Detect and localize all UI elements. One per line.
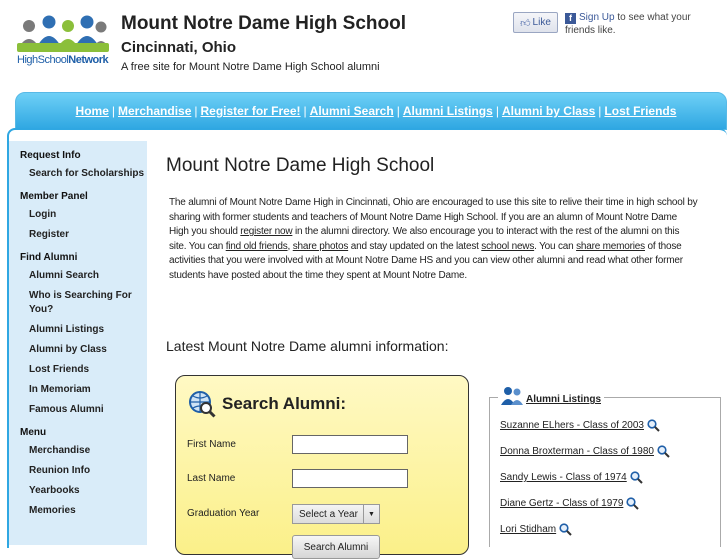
nav-separator: | (194, 104, 198, 118)
sidebar-request-info (9, 150, 147, 181)
graduation-year-value: Select a Year (299, 508, 358, 520)
listing-name: Sandy Lewis - Class of 1974 (500, 472, 627, 483)
sidebar-item-alumni-search[interactable]: Alumni Search (29, 270, 100, 281)
nav-separator: | (598, 104, 602, 118)
nav-separator: | (111, 104, 116, 118)
facebook-icon: f (565, 13, 576, 24)
nav-separator: | (495, 104, 499, 118)
globe-search-icon (188, 390, 216, 418)
sidebar-item-lost-friends[interactable]: Lost Friends (29, 364, 90, 375)
sidebar-heading: Request Info (20, 150, 81, 161)
sidebar-heading: Find Alumni (20, 252, 78, 263)
sidebar-item-scholarships[interactable]: Search for Scholarships (29, 168, 145, 179)
sidebar-item-merchandise[interactable]: Merchandise (29, 445, 91, 456)
listing-name: Lori Stidham (500, 524, 557, 535)
facebook-signup-text (565, 11, 705, 37)
intro-text: and stay updated on the latest (348, 240, 482, 252)
magnifier-icon (657, 445, 670, 458)
sidebar-item-yearbooks[interactable]: Yearbooks (29, 485, 80, 496)
school-tagline: A free site for Mount Notre Dame High School alumni (121, 61, 380, 73)
facebook-signup-rest: to see what your friends like. (565, 12, 691, 36)
nav-lost-friends[interactable]: Lost Friends (604, 104, 677, 118)
facebook-like-button[interactable] (513, 12, 558, 33)
nav-separator: | (396, 104, 400, 118)
thumbs-up-icon: 👍︎ (520, 17, 531, 29)
sidebar-menu (9, 427, 147, 518)
nav-alumni-listings[interactable]: Alumni Listings (402, 104, 493, 118)
first-name-label: First Name (187, 439, 236, 450)
listing-item[interactable] (500, 497, 639, 510)
main-content (147, 141, 727, 553)
nav-register[interactable]: Register for Free! (200, 104, 301, 118)
school-title: Mount Notre Dame High School (121, 13, 406, 34)
share-photos-link[interactable]: share photos (292, 240, 349, 252)
register-now-link[interactable]: register now (240, 226, 293, 237)
nav-separator: | (303, 104, 307, 118)
search-header (188, 390, 346, 418)
listing-item[interactable] (500, 471, 643, 484)
sidebar-heading: Member Panel (20, 191, 88, 202)
sidebar-item-reunion-info[interactable]: Reunion Info (29, 465, 91, 476)
alumni-listings-heading: Alumni Listings (526, 394, 601, 405)
main-nav (15, 92, 727, 130)
people-icon (500, 384, 524, 406)
listing-name: Diane Gertz - Class of 1979 (500, 498, 624, 509)
sidebar-heading: Menu (20, 427, 47, 438)
sidebar-find-alumni (9, 252, 147, 417)
intro-text: . You can (534, 240, 577, 252)
page-title: Mount Notre Dame High School (166, 155, 435, 176)
magnifier-icon (626, 497, 639, 510)
people-logo-icon (17, 13, 109, 53)
magnifier-icon (559, 523, 572, 536)
sidebar-item-alumni-listings[interactable]: Alumni Listings (29, 324, 104, 335)
share-memories-link[interactable]: share memories (576, 240, 645, 252)
listing-item[interactable] (500, 445, 670, 458)
magnifier-icon (630, 471, 643, 484)
first-name-input[interactable] (292, 435, 408, 454)
nav-alumni-by-class[interactable]: Alumni by Class (501, 104, 596, 118)
sidebar-item-register[interactable]: Register (29, 229, 70, 240)
latest-info-heading: Latest Mount Notre Dame alumni information: (166, 338, 449, 354)
sidebar-member-panel (9, 191, 147, 242)
sidebar-item-login[interactable]: Login (29, 209, 57, 220)
last-name-input[interactable] (292, 469, 408, 488)
nav-merchandise[interactable]: Merchandise (118, 104, 192, 118)
sidebar-item-alumni-by-class[interactable]: Alumni by Class (29, 344, 107, 355)
search-alumni-button[interactable]: Search Alumni (292, 535, 380, 559)
listing-item[interactable] (500, 419, 660, 432)
school-news-link[interactable]: school news (481, 240, 535, 252)
intro-text: The alumni of Mount Notre Dame High in Cincinnati, Ohio are encouraged to use this site to relive their time in high school by sharing with former students and teachers of Mount Notre Dame High School. If you are an alumn of Mount Notre Dame High you should (169, 197, 698, 237)
alumni-listings-panel (489, 394, 721, 547)
listing-item[interactable] (500, 523, 572, 536)
dropdown-arrow-icon: ▼ (363, 505, 379, 523)
search-title: Search Alumni: (222, 394, 347, 413)
sidebar-item-memories[interactable]: Memories (29, 505, 76, 516)
sidebar-item-famous-alumni[interactable]: Famous Alumni (29, 404, 104, 415)
sidebar-item-who-is-searching[interactable]: Who is Searching For You? (29, 290, 132, 315)
graduation-year-select[interactable] (292, 504, 380, 524)
listing-name: Donna Broxterman - Class of 1980 (500, 446, 654, 457)
logo-text-highschool: HighSchool (17, 54, 69, 66)
intro-text: , (287, 240, 293, 252)
graduation-year-label: Graduation Year (187, 508, 260, 519)
nav-alumni-search[interactable]: Alumni Search (309, 104, 394, 118)
sidebar-item-in-memoriam[interactable]: In Memoriam (29, 384, 91, 395)
logo-wordmark (17, 54, 109, 66)
find-old-friends-link[interactable]: find old friends (225, 240, 288, 252)
site-header (0, 0, 727, 92)
facebook-signup-link[interactable]: Sign Up (579, 12, 615, 23)
last-name-label: Last Name (187, 473, 236, 484)
sidebar (9, 141, 147, 545)
alumni-listings-header[interactable] (498, 384, 604, 406)
logo-text-network: Network (68, 54, 109, 66)
nav-home[interactable]: Home (75, 104, 109, 118)
intro-paragraph (169, 196, 699, 283)
intro-text: in the alumni directory. We also encourage you to interact with the rest of the alumni on this site. You can (169, 226, 680, 252)
intro-text: of those activities that you were involved with at Mount Notre Dame HS and you can view other alumni and read what other former students have posted about the time they spent at Mount Notre Dame. (169, 240, 683, 281)
magnifier-icon (647, 419, 660, 432)
search-alumni-panel (175, 375, 469, 555)
listing-name: Suzanne ELhers - Class of 2003 (500, 420, 644, 431)
like-label: Like (532, 17, 551, 28)
highschoolnetwork-logo[interactable] (17, 13, 109, 71)
school-city: Cincinnati, Ohio (121, 39, 236, 56)
